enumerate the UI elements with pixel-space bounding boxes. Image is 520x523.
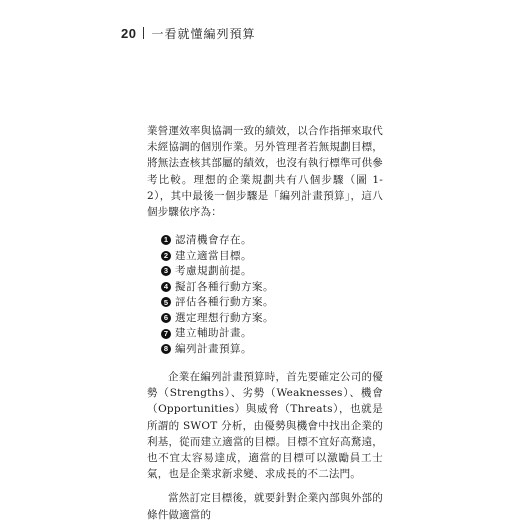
- swot-paragraph: 企業在編列計畫預算時，首先要確定公司的優勢（Strengths）、劣勢（Weaknesses）、機會（Opportunities）與威脅（Threats），也就是所謂的 SWOT 分析，由優勢與機會中找出企業的利基，從而建立適當的目標。目標不宜好高騖遠，也不宜太容易達成，適當的目標可以激勵員工士氣，也是企業求新求變、求成長的不二法門。: [147, 370, 383, 481]
- list-item: [161, 232, 383, 248]
- closing-paragraph: 當然訂定目標後，就要針對企業內部與外部的條件做適當的: [147, 492, 383, 521]
- list-item: [161, 248, 383, 264]
- step-label: 認清機會存在。: [175, 233, 252, 246]
- header-divider: [143, 27, 144, 39]
- step-number-badge: 4: [161, 282, 171, 292]
- step-label: 選定理想行動方案。: [175, 311, 274, 324]
- list-item: [161, 279, 383, 295]
- step-number-badge: 6: [161, 313, 171, 323]
- step-label: 建立輔助計畫。: [175, 327, 252, 340]
- step-label: 擬訂各種行動方案。: [175, 280, 274, 293]
- step-number-badge: 2: [161, 251, 171, 261]
- step-number-badge: 5: [161, 297, 171, 307]
- page-number: 20: [121, 26, 137, 41]
- step-number-badge: 8: [161, 344, 171, 354]
- step-number-badge: 3: [161, 266, 171, 276]
- step-number-badge: 7: [161, 329, 171, 339]
- list-item: [161, 263, 383, 279]
- page-header: [121, 25, 255, 42]
- list-item: [161, 295, 383, 311]
- step-label: 建立適當目標。: [175, 249, 252, 262]
- step-label: 編列計畫預算。: [175, 343, 252, 356]
- page-body: [147, 123, 383, 523]
- intro-paragraph: 業營運效率與協調一致的績效，以合作指揮來取代未經協調的個別作業。另外管理者若無規劃目標，將無法查核其部屬的績效，也沒有執行標準可供參考比較。理想的企業規劃共有八個步驟（圖 1-2），其中最後一個步驟是「編列計畫預算」，這八個步驟依序為：: [147, 125, 383, 219]
- step-number-badge: 1: [161, 235, 171, 245]
- planning-steps-list: [161, 232, 383, 357]
- list-item: [161, 341, 383, 357]
- list-item: [161, 310, 383, 326]
- running-title: 一看就懂編列預算: [151, 27, 256, 41]
- step-label: 評估各種行動方案。: [175, 296, 274, 309]
- list-item: [161, 326, 383, 342]
- step-label: 考慮規劃前提。: [175, 265, 252, 278]
